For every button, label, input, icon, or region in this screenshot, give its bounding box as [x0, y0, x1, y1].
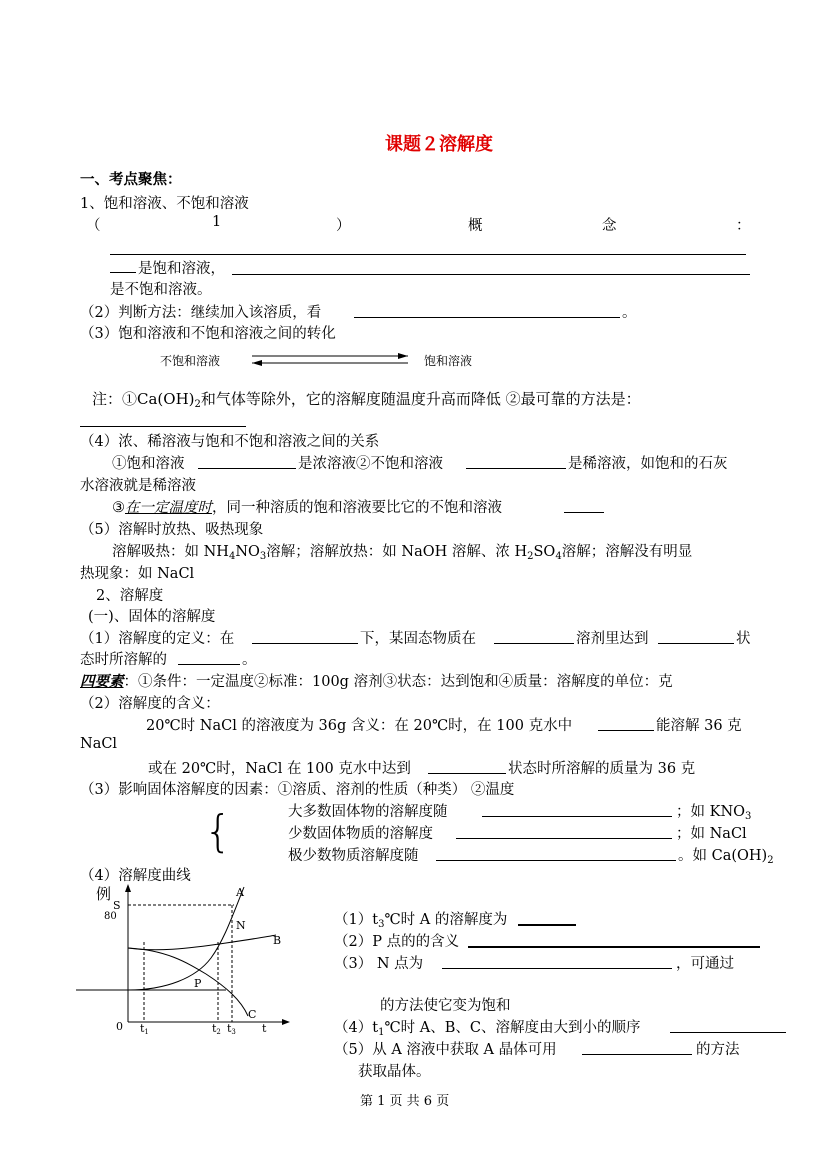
text-line: ）	[336, 218, 351, 234]
answer-blank[interactable]	[466, 454, 566, 469]
text-segment: ℃时 A、B、C、溶解度由大到小的顺序	[384, 1020, 641, 1036]
answer-blank[interactable]	[468, 932, 760, 948]
text-line: 极少数物质溶解度随	[288, 848, 419, 864]
answer-blank[interactable]	[442, 954, 672, 969]
answer-blank[interactable]	[494, 629, 574, 644]
text-segment: 。如 Ca(OH)	[678, 848, 768, 864]
text-line: 的方法使它变为饱和	[380, 998, 511, 1014]
text-line: 是饱和溶液，	[138, 261, 225, 277]
text-line: 是浓溶液②不饱和溶液	[298, 456, 443, 472]
question-4	[334, 1016, 641, 1038]
question-5: （5）从 A 溶液中获取 A 晶体可用	[334, 1042, 557, 1058]
page-title: 课题２溶解度	[385, 134, 493, 155]
label-t3: t3	[227, 1022, 236, 1036]
text-line: （	[86, 218, 101, 234]
text-line: 少数固体物质的溶解度	[288, 826, 433, 842]
solubility-curve-diagram	[76, 882, 302, 1038]
example-label: 例	[96, 885, 112, 903]
text-line: ：	[736, 218, 751, 234]
subscript: 4	[555, 551, 562, 562]
answer-blank[interactable]	[518, 910, 576, 926]
question-1	[334, 908, 507, 930]
text-segment: ③	[112, 500, 125, 516]
text-line: 20℃时 NaCl 的溶液度为 36g 含义：在 20℃时，在 100 克水中	[146, 718, 573, 734]
text-line: ；如 NaCl	[676, 826, 747, 842]
text-segment: （4）t	[334, 1020, 379, 1036]
label-a: A	[236, 886, 244, 899]
text-line: （3）饱和溶液和不饱和溶液之间的转化	[80, 326, 336, 342]
section-heading: 一、考点聚焦：	[80, 171, 182, 188]
text-line	[678, 844, 774, 866]
text-segment: 溶解；溶解没有明显	[561, 544, 693, 560]
conversion-arrows	[238, 352, 414, 368]
origin-label: 0	[116, 1020, 123, 1033]
label-t2: t2	[212, 1022, 221, 1036]
answer-blank[interactable]	[428, 759, 506, 774]
text-line: ①饱和溶液	[112, 456, 185, 472]
answer-blank[interactable]	[110, 258, 136, 273]
text-line: 。	[622, 305, 637, 321]
answer-blank[interactable]	[582, 1040, 692, 1055]
text-line: 溶剂里达到	[576, 631, 649, 647]
answer-blank[interactable]	[110, 240, 746, 255]
text-line: 大多数固体物的溶解度随	[288, 804, 448, 820]
text-line: 是稀溶液，如饱和的石灰	[568, 456, 728, 472]
curve-a	[128, 887, 244, 990]
answer-blank[interactable]	[456, 824, 672, 839]
text-segment: ：①条件：一定温度②标准：100g 溶剂③状态：达到饱和④质量：溶解度的单位：克	[123, 674, 673, 690]
text-line: （4）浓、稀溶液与饱和不饱和溶液之间的关系	[80, 434, 380, 450]
text-line: 2、溶解度	[96, 588, 164, 604]
text-line: 获取晶体。	[358, 1064, 431, 1080]
subscript: 2	[767, 855, 774, 866]
answer-blank[interactable]	[354, 303, 620, 318]
note-text: 和气体等除外，它的溶解度随温度升高而降低 ②最可靠的方法是：	[200, 390, 641, 408]
curve-c	[128, 948, 248, 1016]
text-line: （4）溶解度曲线	[80, 868, 191, 884]
text-line: 。	[242, 652, 257, 668]
text-segment: SO	[533, 544, 556, 560]
answer-blank[interactable]	[80, 412, 246, 427]
note-text: 注：①Ca(OH)	[92, 390, 195, 408]
text-line: （2）判断方法：继续加入该溶质，看	[80, 305, 322, 321]
question-3: （3） N 点为	[334, 956, 424, 972]
text-line: （2）溶解度的含义：	[80, 696, 220, 712]
label-b: B	[273, 934, 282, 947]
label-t1: t1	[140, 1022, 149, 1036]
label-n: N	[236, 919, 246, 932]
axis-80-label: 80	[104, 911, 117, 922]
text-line: 能溶解 36 克	[656, 718, 742, 734]
note-sub: 2	[194, 399, 201, 410]
emphasis-text: 在一定温度时	[125, 500, 212, 516]
subscript: 1	[378, 1027, 385, 1038]
text-line: 状	[736, 631, 751, 647]
answer-blank[interactable]	[598, 716, 654, 731]
text-segment: （1）t	[334, 912, 379, 928]
text-segment: 溶解；溶解放热：如 NaOH 溶解、浓 H	[266, 544, 528, 560]
subscript: 3	[378, 919, 385, 930]
text-line	[112, 540, 692, 562]
answer-blank[interactable]	[436, 846, 676, 861]
label-c: C	[248, 1008, 257, 1021]
answer-blank[interactable]	[564, 498, 604, 513]
answer-blank[interactable]	[178, 650, 240, 665]
subscript: 2	[527, 551, 534, 562]
subscript: 3	[745, 811, 752, 822]
conversion-label-left: 不饱和溶液	[160, 354, 221, 368]
text-line: 或在 20℃时，NaCl 在 100 克水中达到	[148, 761, 411, 777]
text-line: 水溶液就是稀溶液	[80, 478, 196, 494]
text-line: （5）溶解时放热、吸热现象	[80, 522, 264, 538]
text-segment: ；如 KNO	[676, 804, 746, 820]
text-line: 1、饱和溶液、不饱和溶液	[80, 196, 249, 212]
conversion-label-right: 饱和溶液	[424, 354, 473, 368]
text-line: 下，某固态物质在	[360, 631, 476, 647]
text-segment: 溶解吸热：如 NH	[112, 544, 229, 560]
subscript: 4	[228, 551, 236, 562]
text-line: (一)、固体的溶解度	[88, 609, 216, 625]
text-line: 1	[212, 214, 222, 230]
text-line: 态时所溶解的	[80, 652, 167, 668]
text-line	[80, 670, 673, 691]
text-line: （1）溶解度的定义：在	[80, 631, 235, 647]
emphasis-text: 四要素	[80, 673, 124, 690]
text-line	[112, 496, 502, 517]
text-line: ，可通过	[676, 956, 734, 972]
text-line: NaCl	[80, 736, 118, 752]
brace: {	[204, 806, 232, 857]
page-footer: 第 1 页 共 6 页	[360, 1094, 450, 1109]
text-line: 是不饱和溶液。	[110, 282, 212, 298]
answer-blank[interactable]	[670, 1018, 786, 1033]
text-line: （3）影响固体溶解度的因素：①溶质、溶剂的性质（种类） ②温度	[80, 782, 515, 798]
text-segment: NO	[235, 544, 260, 560]
question-2: （2）P 点的的含义	[334, 934, 460, 950]
note-line	[92, 388, 641, 410]
text-line: 念	[602, 218, 617, 234]
answer-blank[interactable]	[198, 454, 296, 469]
text-line: 概	[468, 218, 483, 234]
answer-blank[interactable]	[232, 260, 750, 275]
curve-b	[128, 935, 276, 950]
text-line: 状态时所溶解的质量为 36 克	[508, 761, 696, 777]
subscript: 3	[259, 551, 267, 562]
answer-blank[interactable]	[482, 802, 672, 817]
axis-t-label: t	[262, 1022, 267, 1035]
answer-blank[interactable]	[658, 629, 734, 644]
text-line: 热现象：如 NaCl	[80, 566, 195, 582]
answer-blank[interactable]	[252, 629, 358, 644]
text-segment: ℃时 A 的溶解度为	[384, 912, 508, 928]
text-line: 的方法	[696, 1042, 740, 1058]
text-line	[676, 800, 751, 822]
label-p: P	[194, 977, 202, 990]
axis-s-label: S	[113, 899, 121, 912]
text-segment: ，同一种溶质的饱和溶液要比它的不饱和溶液	[212, 500, 502, 516]
